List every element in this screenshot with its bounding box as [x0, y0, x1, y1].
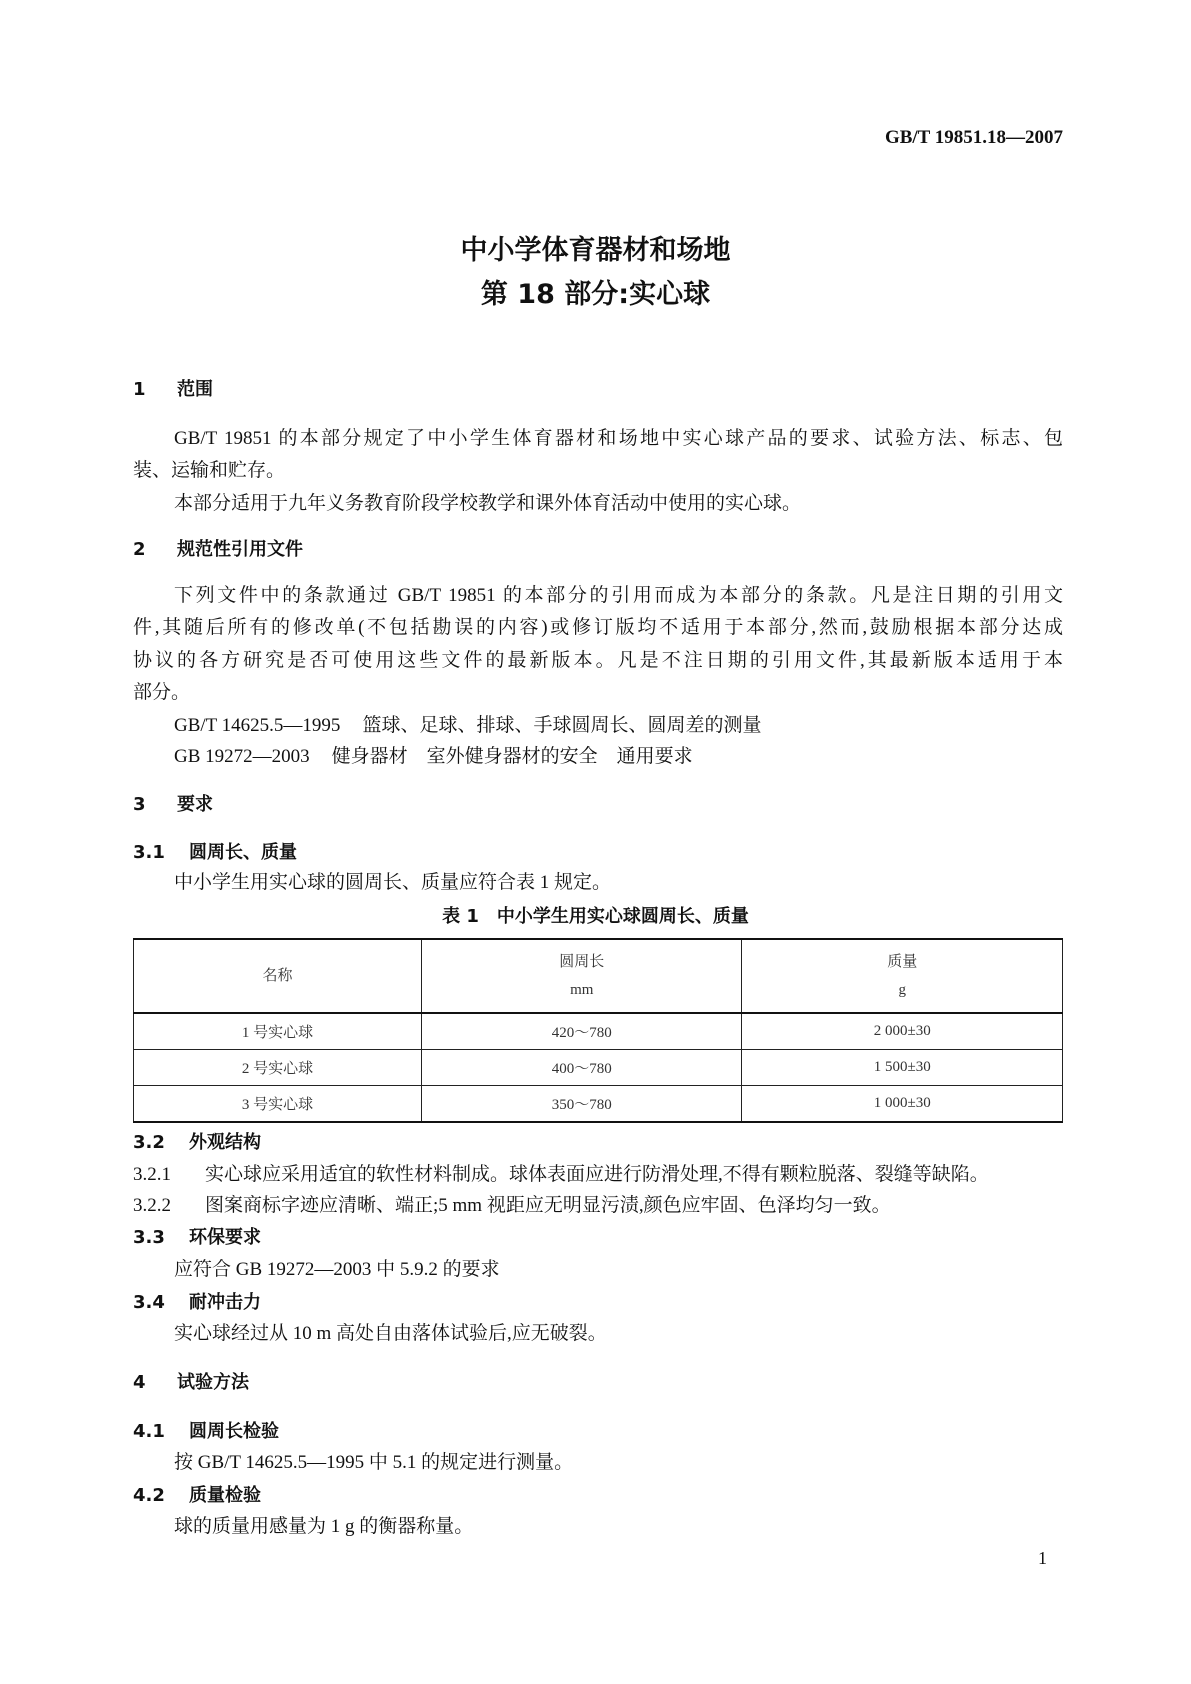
section-3-2-1: 3.2.1 实心球应采用适宜的软性材料制成。球体表面应进行防滑处理,不得有颗粒脱落、裂缝等缺陷。	[133, 1164, 989, 1185]
section-3-4-text: 实心球经过从 10 m 高处自由落体试验后,应无破裂。	[174, 1323, 607, 1344]
cell-circumference: 400～780	[421, 1050, 742, 1086]
section-3-3-text: 应符合 GB 19272—2003 中 5.9.2 的要求	[174, 1259, 500, 1280]
cell-circumference: 350～780	[421, 1086, 742, 1123]
cell-name: 2 号实心球	[134, 1050, 422, 1086]
document-title: 中小学体育器材和场地	[460, 235, 731, 266]
table-row	[134, 1050, 1063, 1086]
section-3-1-text: 中小学生用实心球的圆周长、质量应符合表 1 规定。	[174, 872, 612, 893]
cell-mass: 2 000±30	[742, 1013, 1063, 1050]
references-paragraph-line: 件,其随后所有的修改单(不包括勘误的内容)或修订版均不适用于本部分,然而,鼓励根据本部分达成	[133, 617, 1063, 638]
references-paragraph-line: 部分。	[133, 682, 191, 703]
header-name: 名称	[134, 939, 422, 1013]
table-row	[134, 1013, 1063, 1050]
table-header-row	[134, 939, 1063, 1013]
section-3-2-2: 3.2.2 图案商标字迹应清晰、端正;5 mm 视距应无明显污渍,颜色应牢固、色泽均匀一致。	[133, 1195, 891, 1216]
section-4-1-text: 按 GB/T 14625.5—1995 中 5.1 的规定进行测量。	[174, 1452, 574, 1473]
section-3-3-heading: 3.3 环保要求	[133, 1227, 261, 1248]
cell-mass: 1 000±30	[742, 1086, 1063, 1123]
header-mass: 质量 g	[742, 939, 1063, 1013]
section-4-heading: 4 试验方法	[133, 1372, 249, 1393]
references-paragraph-line: 协议的各方研究是否可使用这些文件的最新版本。凡是不注日期的引用文件,其最新版本适用于本	[133, 650, 1063, 671]
section-3-4-heading: 3.4 耐冲击力	[133, 1292, 261, 1313]
reference-item: GB/T 14625.5—1995 篮球、足球、排球、手球圆周长、圆周差的测量	[174, 715, 762, 736]
cell-circumference: 420～780	[421, 1013, 742, 1050]
document-subtitle: 第 18 部分:实心球	[480, 279, 711, 310]
section-3-heading: 3 要求	[133, 794, 213, 815]
scope-applicability: 本部分适用于九年义务教育阶段学校教学和课外体育活动中使用的实心球。	[174, 493, 802, 514]
references-paragraph-line: 下列文件中的条款通过 GB/T 19851 的本部分的引用而成为本部分的条款。凡是注日期的引用文	[174, 585, 1063, 606]
section-4-2-heading: 4.2 质量检验	[133, 1485, 261, 1506]
section-4-1-heading: 4.1 圆周长检验	[133, 1421, 279, 1442]
section-3-2-heading: 3.2 外观结构	[133, 1132, 261, 1153]
ball-spec-table	[133, 938, 1063, 1123]
scope-paragraph-line: GB/T 19851 的本部分规定了中小学生体育器材和场地中实心球产品的要求、试验方法、标志、包	[174, 428, 1063, 449]
table-caption: 表 1 中小学生用实心球圆周长、质量	[442, 906, 749, 927]
header-circumference: 圆周长 mm	[421, 939, 742, 1013]
cell-name: 3 号实心球	[134, 1086, 422, 1123]
section-2-heading: 2 规范性引用文件	[133, 539, 303, 560]
section-4-2-text: 球的质量用感量为 1 g 的衡器称量。	[174, 1516, 474, 1537]
standard-number: GB/T 19851.18—2007	[884, 127, 1063, 148]
section-3-1-heading: 3.1 圆周长、质量	[133, 842, 297, 863]
scope-paragraph-line: 装、运输和贮存。	[133, 460, 286, 481]
section-1-heading: 1 范围	[133, 379, 213, 400]
table-row	[134, 1086, 1063, 1123]
cell-name: 1 号实心球	[134, 1013, 422, 1050]
reference-item: GB 19272—2003 健身器材 室外健身器材的安全 通用要求	[174, 746, 693, 767]
page-number: 1	[1038, 1548, 1047, 1568]
cell-mass: 1 500±30	[742, 1050, 1063, 1086]
